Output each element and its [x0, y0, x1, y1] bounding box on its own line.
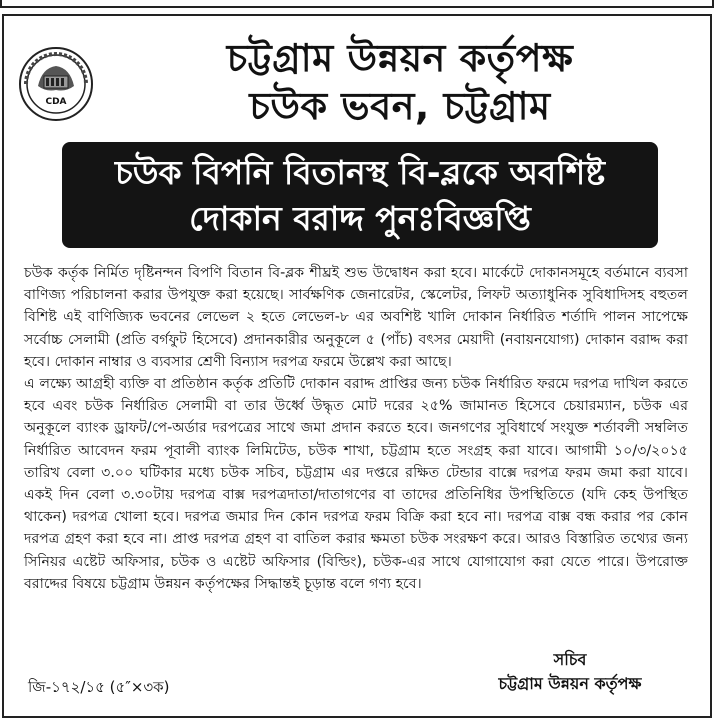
logo-abbr: CDA [45, 97, 67, 107]
cda-seal-icon [18, 46, 94, 122]
banner-line-2: দোকান বরাদ্দ পুনঃবিজ্ঞপ্তি [189, 199, 531, 238]
border-stub-left [0, 0, 2, 8]
signatory-title: সচিব [553, 650, 587, 669]
reference-code: জি-১৭২/১৫ (৫″×৩ক) [28, 678, 170, 696]
header-subtitle: চউক ভবন, চট্টগ্রাম [249, 84, 551, 128]
notice-body [24, 262, 688, 595]
signatory-org: চট্টগ্রাম উন্নয়ন কর্তৃপক্ষ [498, 674, 642, 693]
cda-seal-graphic [18, 46, 94, 122]
authority-header [100, 34, 700, 130]
top-border-rule [0, 0, 714, 8]
header-title: চট্টগ্রাম উন্নয়ন কর্তৃপক্ষ [226, 36, 574, 80]
signature-block [440, 648, 700, 696]
notice-banner [62, 142, 658, 248]
body-paragraph-1: চউক কর্তৃক নির্মিত দৃষ্টিনন্দন বিপণি বিতান বি-ব্লক শীঘ্রই শুভ উদ্বোধন করা হবে। মার্কেটে দোকানসমূহে বর্তমানে ব্যবসা বাণিজ্য পরিচালনা করার উপযুক্ত করা হয়েছে। সার্বক্ষণিক জেনারেটর, স্কেলেটর, লিফট অত্যাধুনিক সুবিধাদিসহ বহুতল বিশিষ্ট এই বাণিজ্যিক ভবনের লেভেল ২ হতে লেভেল-৮ এর অবশিষ্ট খালি দোকান নির্ধারিত শর্তাদি পালন সাপেক্ষে সর্বোচ্চ সেলামী (প্রতি বর্গফুট হিসেবে) প্রদানকারীর অনুকূলে ৫ (পাঁচ) বৎসর মেয়াদী (নবায়নযোগ্য) দোকান বরাদ্দ করা হবে। দোকান নাম্বার ও ব্যবসার শ্রেণী বিন্যাস দরপত্র ফরমে উল্লেখ করা আছে। [24, 265, 688, 370]
body-paragraph-2: এ লক্ষ্যে আগ্রহী ব্যক্তি বা প্রতিষ্ঠান কর্তৃক প্রতিটি দোকান বরাদ্দ প্রাপ্তির জন্য চউক নির্ধারিত ফরমে দরপত্র দাখিল করতে হবে এবং চউক নির্ধারিত সেলামী বা তার উর্ধ্বে উদ্ধৃত মোট দরের ২৫% জামানত হিসেবে চেয়ারম্যান, চউক এর অনুকূলে ব্যাংক ড্রাফট/পে-অর্ডার দরপত্রের সাথে জমা প্রদান করতে হবে। জনগণের সুবিধার্থে সংযুক্ত শর্তাবলী সম্বলিত নির্ধারিত আবেদন ফরম পূবালী ব্যাংক লিমিটেড, চউক শাখা, চট্টগ্রাম হতে সংগ্রহ করা যাবে। আগামী ১০/৩/২০১৫ তারিখ বেলা ৩.০০ ঘটিকার মধ্যে চউক সচিব, চট্টগ্রাম এর দপ্তরে রক্ষিত টেন্ডার বাক্সে দরপত্র ফরম জমা করা যাবে। একই দিন বেলা ৩.৩০টায় দরপত্র বাক্স দরপত্রদাতা/দাতাগণের বা তাদের প্রতিনিধির উপস্থিতিতে (যদি কেহ উপস্থিত থাকেন) দরপত্র খোলা হবে। দরপত্র জমার দিন কোন দরপত্র ফরম বিক্রি করা হবে না। দরপত্র বাক্স বন্ধ করার পর কোন দরপত্র গ্রহণ করা হবে না। প্রাপ্ত দরপত্র গ্রহণ বা বাতিল করার ক্ষমতা চউক সংরক্ষণ করে। আরও বিস্তারিত তথ্যের জন্য সিনিয়র এষ্টেট অফিসার, চউক ও এষ্টেট অফিসার (বিল্ডিং), চউক-এর সাথে যোগাযোগ করা যেতে পারে। উপরোক্ত বরাদ্দের বিষয়ে চট্টগ্রাম উন্নয়ন কর্তৃপক্ষের সিদ্ধান্তই চূড়ান্ত বলে গণ্য হবে। [24, 376, 688, 592]
banner-line-1: চউক বিপনি বিতানস্থ বি-ব্লকে অবশিষ্ট [114, 153, 606, 192]
